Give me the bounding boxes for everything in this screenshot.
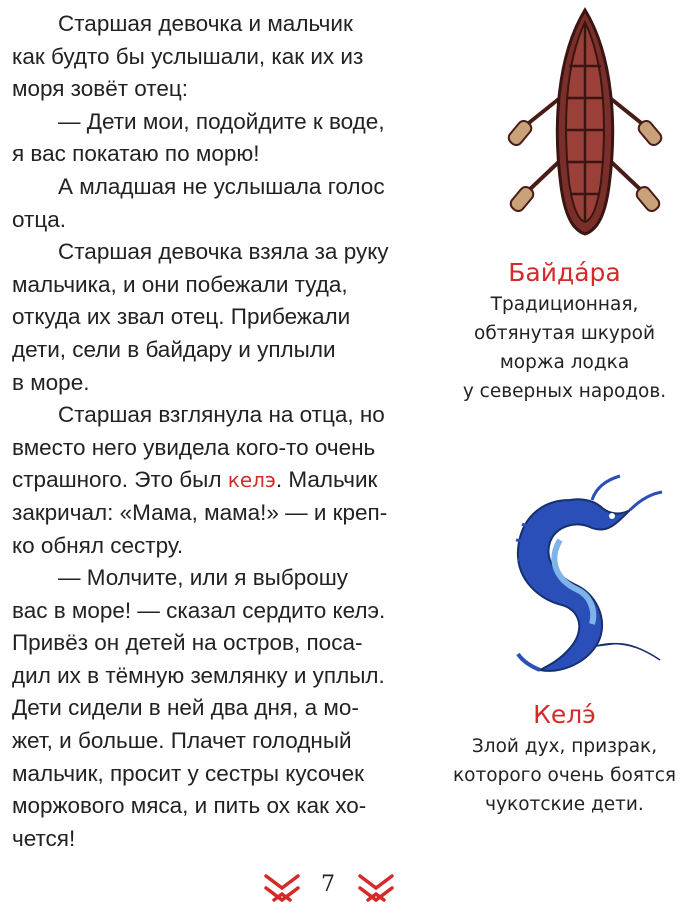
paragraph-1 xyxy=(12,8,420,106)
text-line: — Молчите, или я выброшу xyxy=(58,565,349,591)
text-line: — Дети мои, подойдите к воде, xyxy=(58,108,385,134)
page-number: 7 xyxy=(321,872,335,897)
text-line: я вас покатаю по морю! xyxy=(12,141,260,167)
story-text xyxy=(12,8,420,855)
text-line: мальчика, и они побежали туда, xyxy=(12,271,348,297)
glossary-definition-line: Традиционная, xyxy=(490,294,639,315)
text-line: вместо него увидела кого-то очень xyxy=(12,434,376,460)
glossary-definition-line: которого очень боятся xyxy=(452,765,676,786)
text-line: чется! xyxy=(12,825,76,851)
glossary-definition-line: обтянутая шкурой xyxy=(474,323,655,344)
text-line: А младшая не услышала голос xyxy=(58,173,385,199)
glossary-definition-line: моржа лодка xyxy=(499,352,630,373)
text-line: Дети сидели в ней два дня, а мо- xyxy=(12,695,359,721)
glossary-baidara xyxy=(440,256,689,406)
ornament-left-icon xyxy=(262,872,302,904)
text-line: вас в море! — сказал сердито келэ. xyxy=(12,597,386,623)
text-line: Привёз он детей на остров, поса- xyxy=(12,630,363,656)
glossary-term-kele: келэ xyxy=(227,468,276,493)
glossary-definition-line: у северных народов. xyxy=(462,381,667,402)
text-line: как будто бы услышали, как их из xyxy=(12,43,364,69)
text-line: Старшая девочка взяла за руку xyxy=(58,239,389,265)
glossary-definition-line: Злой дух, призрак, xyxy=(471,736,658,757)
text-line: ко обнял сестру. xyxy=(12,532,184,558)
text-line: отца. xyxy=(12,206,66,232)
baidara-boat-illustration xyxy=(505,6,665,238)
page-footer xyxy=(0,868,689,908)
text-line: мальчик, просит у сестры кусочек xyxy=(12,760,365,786)
text-line: дил их в тёмную землянку и уплыл. xyxy=(12,662,385,688)
text-line: откуда их звал отец. Прибежали xyxy=(12,304,351,330)
text-line: Старшая девочка и мальчик xyxy=(58,11,353,36)
paragraph-4 xyxy=(12,236,420,399)
glossary-kele xyxy=(440,698,689,819)
text-line: моржового мяса, и пить ох как хо- xyxy=(12,793,367,819)
paragraph-6 xyxy=(12,562,420,855)
glossary-definition-line: чукотские дети. xyxy=(485,794,644,815)
ornament-right-icon xyxy=(356,872,396,904)
glossary-title: Байда́ра xyxy=(508,258,621,287)
text-line: в море. xyxy=(12,369,90,395)
paragraph-5 xyxy=(12,399,420,562)
glossary-title: Келэ́ xyxy=(533,700,596,729)
text-line: закричал: «Мама, мама!» — и креп- xyxy=(12,499,388,525)
text-line: моря зовёт отец: xyxy=(12,76,189,102)
text-line: страшного. Это был xyxy=(12,467,228,493)
text-line: Старшая взглянула на отца, но xyxy=(58,402,385,428)
paragraph-2 xyxy=(12,106,420,171)
text-line: . Мальчик xyxy=(275,467,378,493)
text-line: дети, сели в байдару и уплыли xyxy=(12,336,336,362)
text-line: жет, и больше. Плачет голодный xyxy=(12,728,352,754)
paragraph-3 xyxy=(12,171,420,236)
kele-spirit-illustration xyxy=(500,470,670,680)
